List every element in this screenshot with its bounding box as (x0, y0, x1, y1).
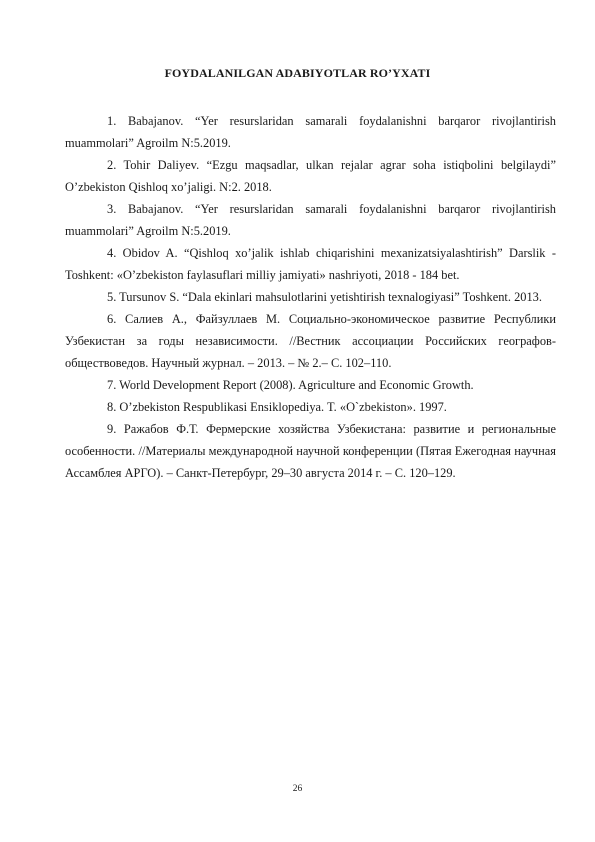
reference-list (65, 110, 556, 484)
reference-item-7: 7. World Development Report (2008). Agriculture and Economic Growth. (107, 378, 474, 392)
reference-item-1: 1. Babajanov. “Yer resurslaridan samarali foydalanishni barqaror rivojlantirish muammolari” Agroilm N:5.2019. (65, 114, 556, 150)
page-number: 26 (292, 784, 303, 794)
reference-item-4: 4. Obidov A. “Qishloq xo’jalik ishlab chiqarishini mexanizatsiyalashtirish” Darslik -Toshkent: «O’zbekiston faylasuflari milliy jamiyati» nashriyoti, 2018 - 184 bet. (65, 246, 556, 282)
reference-item-6: 6. Салиев А., Файзуллаев М. Социально-экономическое развитие Республики Узбекистан за годы независимости. //Вестник ассоциации Российских географов-обществоведов. Научный журнал. – 2013. – № 2.– С. 102–110. (65, 312, 556, 370)
reference-item-8: 8. O’zbekiston Respublikasi Ensiklopediya. T. «O`zbekiston». 1997. (107, 400, 447, 414)
reference-item-5: 5. Tursunov S. “Dala ekinlari mahsulotlarini yetishtirish texnalogiyasi” Toshkent. 2013. (107, 290, 542, 304)
reference-item-3: 3. Babajanov. “Yer resurslaridan samarali foydalanishni barqaror rivojlantirish muammolari” Agroilm N:5.2019. (65, 202, 556, 238)
reference-item-9: 9. Ражабов Ф.Т. Фермерские хозяйства Узбекистана: развитие и региональные особенности. //Материалы международной научной конференции (Пятая Ежегодная научная Ассамблея АРГО). – Санкт-Петербург, 29–30 августа 2014 г. – С. 120–129. (65, 422, 556, 480)
page-title: FOYDALANILGAN ADABIYOTLAR RO’YXATI (164, 66, 431, 80)
reference-item-2: 2. Tohir Daliyev. “Ezgu maqsadlar, ulkan rejalar agrar soha istiqbolini belgilaydi” O’zbekiston Qishloq xo’jaligi. N:2. 2018. (65, 158, 556, 194)
